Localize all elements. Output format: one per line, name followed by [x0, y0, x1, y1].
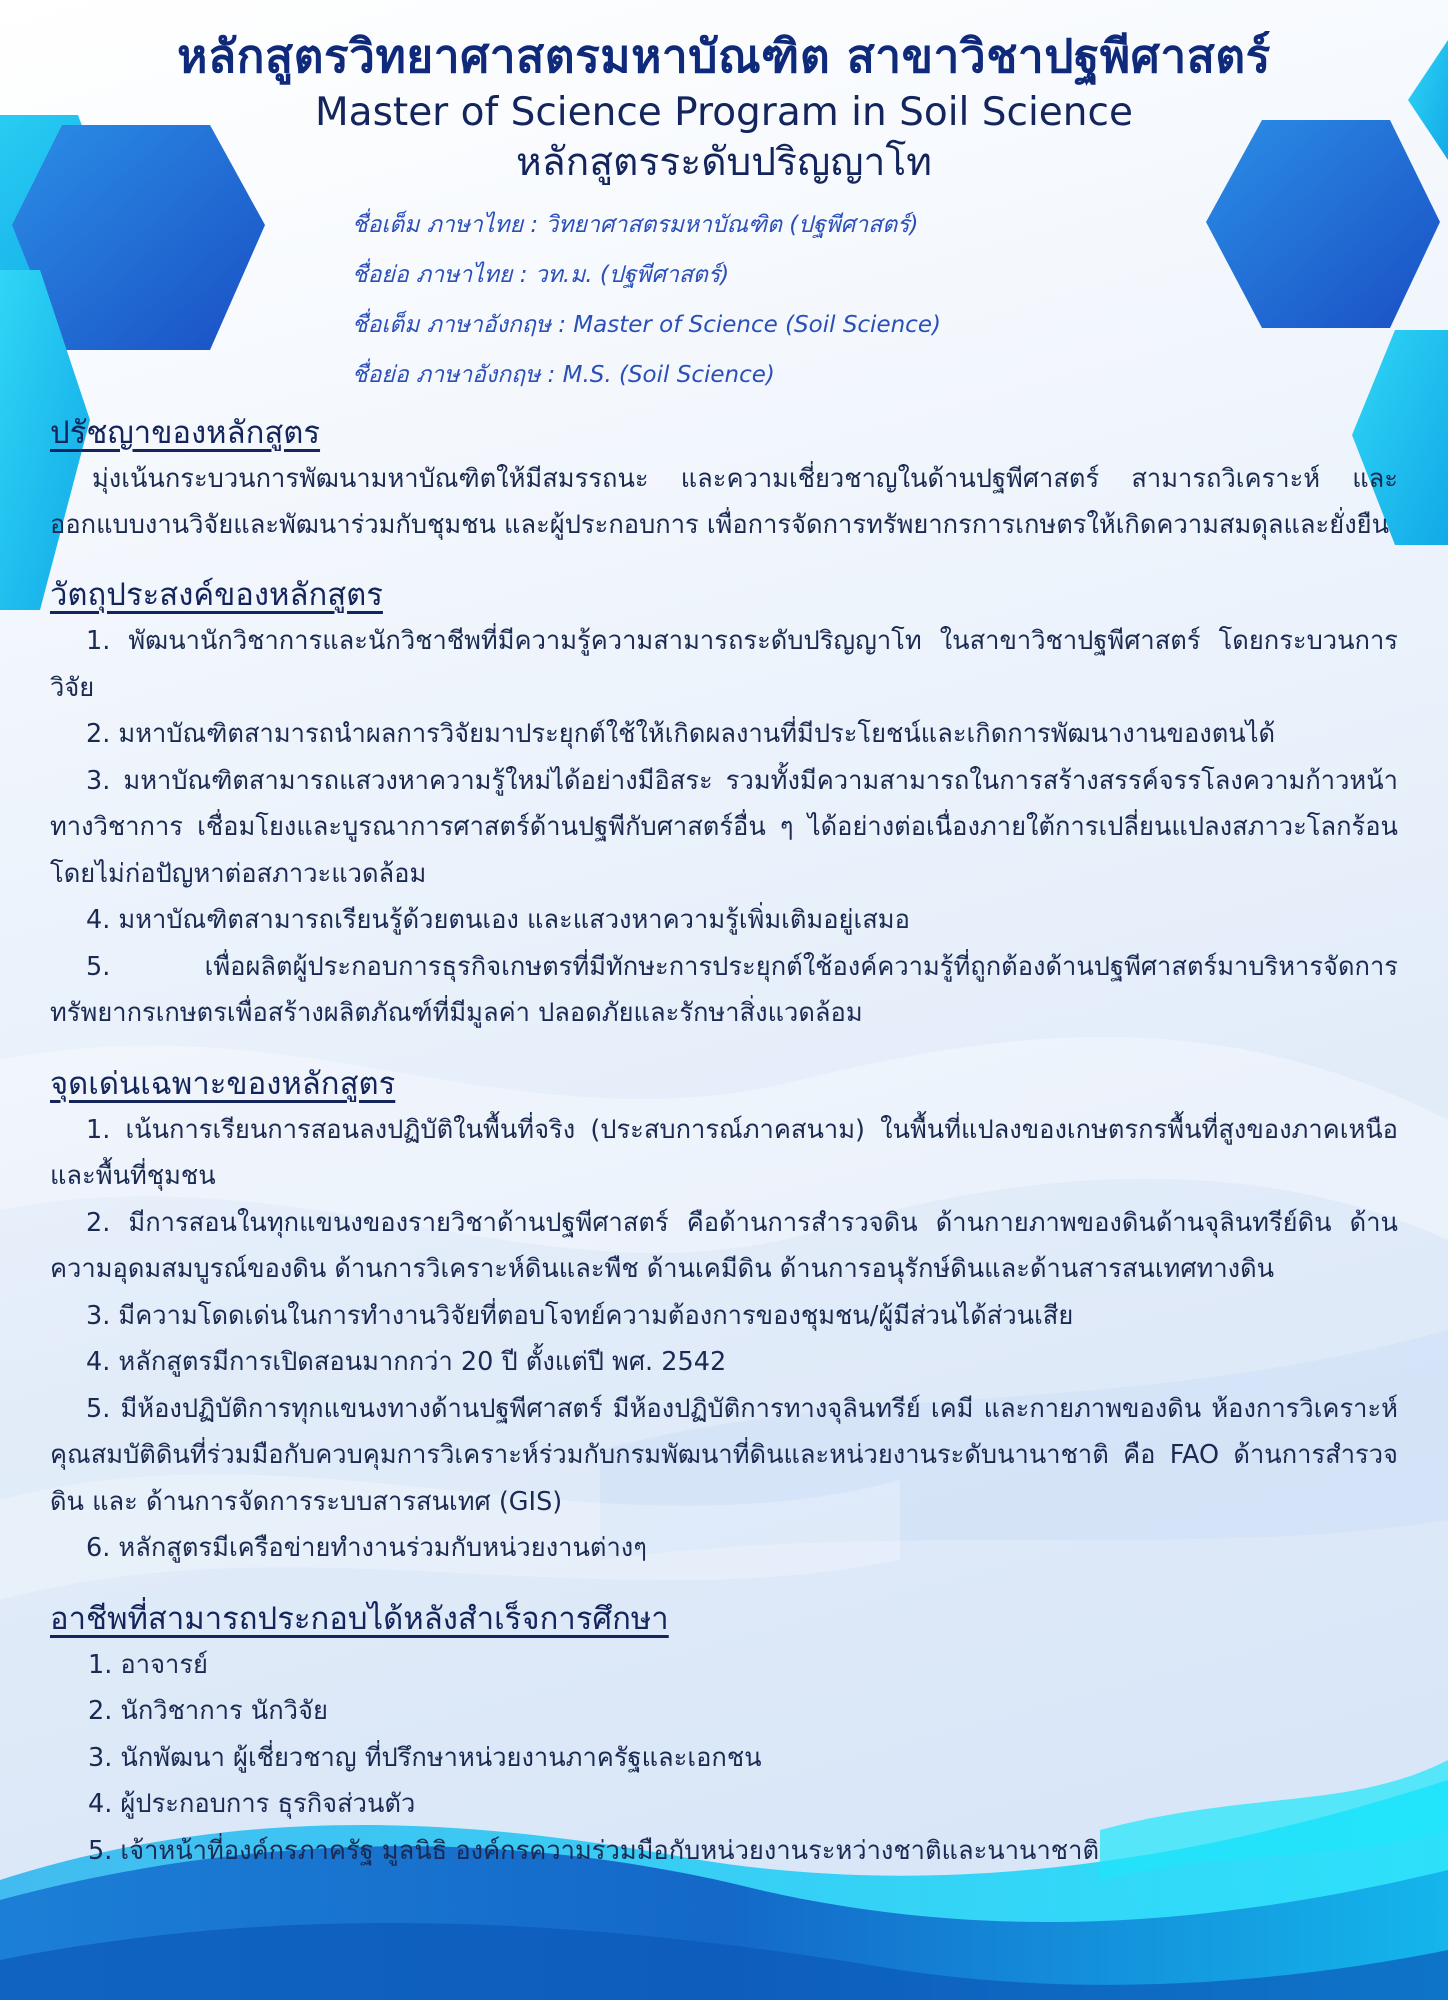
career-item: 1. อาจารย์	[88, 1649, 208, 1680]
degree-full-thai: ชื่อเต็ม ภาษาไทย : วิทยาศาสตรมหาบัณฑิต (ปฐพีศาสตร์)	[352, 212, 919, 238]
highlight-item: 5. มีห้องปฏิบัติการทุกแขนงทางด้านปฐพีศาสตร์ มีห้องปฏิบัติการทางจุลินทรีย์ เคมี และกายภาพของดิน ห้องการวิเคราะห์คุณสมบัติดินที่ร่วมมือกับควบคุมการวิเคราะห์ร่วมกับกรมพัฒนาที่ดินและหน่วยงานระดับนานาชาติ คือ FAO ด้านการสำรวจดิน และ ด้านการจัดการระบบสารสนเทศ (GIS)	[50, 1393, 1398, 1517]
highlight-item: 2. มีการสอนในทุกแขนงของรายวิชาด้านปฐพีศาสตร์ คือด้านการสำรวจดิน ด้านกายภาพของดินด้านจุลินทรีย์ดิน ด้านความอุดมสมบูรณ์ของดิน ด้านการวิเคราะห์ดินและพืช ด้านเคมีดิน ด้านการอนุรักษ์ดินและด้านสารสนเทศทางดิน	[50, 1207, 1398, 1284]
degree-names	[352, 200, 1448, 400]
philosophy-section	[50, 410, 1398, 548]
objectives-heading: วัตถุประสงค์ของหลักสูตร	[50, 577, 383, 613]
careers-heading: อาชีพที่สามารถประกอบได้หลังสำเร็จการศึกษา	[50, 1600, 669, 1637]
highlight-item: 6. หลักสูตรมีเครือข่ายทำงานร่วมกับหน่วยงานต่างๆ	[86, 1533, 647, 1563]
career-item: 3. นักพัฒนา ผู้เชี่ยวชาญ ที่ปรึกษาหน่วยงานภาครัฐและเอกชน	[88, 1742, 762, 1773]
header	[0, 0, 1448, 188]
objective-item: 2. มหาบัณฑิตสามารถนำผลการวิจัยมาประยุกต์ใช้ให้เกิดผลงานที่มีประโยชน์และเกิดการพัฒนางานของตนได้	[86, 719, 1276, 749]
objective-item: 3. มหาบัณฑิตสามารถแสวงหาความรู้ใหม่ได้อย่างมีอิสระ รวมทั้งมีความสามารถในการสร้างสรรค์จรรโลงความก้าวหน้าทางวิชาการ เชื่อมโยงและบูรณาการศาสตร์ด้านปฐพีกับศาสตร์อื่น ๆ ได้อย่างต่อเนื่องภายใต้การเปลี่ยนแปลงสภาวะโลกร้อน โดยไม่ก่อปัญหาต่อสภาวะแวดล้อม	[50, 765, 1398, 889]
program-level: หลักสูตรระดับปริญญาโท	[516, 140, 932, 185]
objective-item: 5. เพื่อผลิตผู้ประกอบการธุรกิจเกษตรที่มีทักษะการประยุกต์ใช้องค์ความรู้ที่ถูกต้องด้านปฐพีศาสตร์มาบริหารจัดการทรัพยากรเกษตรเพื่อสร้างผลิตภัณฑ์ที่มีมูลค่า ปลอดภัยและรักษาสิ่งแวดล้อม	[50, 951, 1398, 1028]
highlight-item: 4. หลักสูตรมีการเปิดสอนมากกว่า 20 ปี ตั้งแต่ปี พศ. 2542	[86, 1347, 727, 1377]
degree-full-english: ชื่อเต็ม ภาษาอังกฤษ : Master of Science (Soil Science)	[352, 312, 941, 338]
careers-section	[50, 1596, 1398, 1875]
highlight-item: 1. เน้นการเรียนการสอนลงปฏิบัติในพื้นที่จริง (ประสบการณ์ภาคสนาม) ในพื้นที่แปลงของเกษตรกรพื้นที่สูงของภาคเหนือ และพื้นที่ชุมชน	[50, 1114, 1398, 1191]
degree-short-thai: ชื่อย่อ ภาษาไทย : วท.ม. (ปฐพีศาสตร์)	[352, 262, 730, 288]
career-item: 5. เจ้าหน้าที่องค์กรภาครัฐ มูลนิธิ องค์กรความร่วมมือกับหน่วยงานระหว่างชาติและนานาชาติ	[88, 1835, 1099, 1866]
page-title: หลักสูตรวิทยาศาสตรมหาบัณฑิต สาขาวิชาปฐพีศาสตร์	[177, 29, 1271, 83]
career-item: 2. นักวิชาการ นักวิจัย	[88, 1696, 328, 1726]
career-item: 4. ผู้ประกอบการ ธุรกิจส่วนตัว	[88, 1789, 416, 1819]
philosophy-text: มุ่งเน้นกระบวนการพัฒนามหาบัณฑิตให้มีสมรรถนะ และความเชี่ยวชาญในด้านปฐพีศาสตร์ สามารถวิเคราะห์ และออกแบบงานวิจัยและพัฒนาร่วมกับชุมชน และผู้ประกอบการ เพื่อการจัดการทรัพยากรการเกษตรให้เกิดความสมดุลและยั่งยืน	[50, 464, 1398, 540]
objective-item: 4. มหาบัณฑิตสามารถเรียนรู้ด้วยตนเอง และแสวงหาความรู้เพิ่มเติมอยู่เสมอ	[86, 905, 910, 935]
highlight-item: 3. มีความโดดเด่นในการทำงานวิจัยที่ตอบโจทย์ความต้องการของชุมชน/ผู้มีส่วนได้ส่วนเสีย	[86, 1300, 1074, 1331]
page-title-english: Master of Science Program in Soil Science	[315, 90, 1133, 135]
degree-short-english: ชื่อย่อ ภาษาอังกฤษ : M.S. (Soil Science)	[352, 362, 775, 388]
highlights-heading: จุดเด่นเฉพาะของหลักสูตร	[50, 1065, 396, 1102]
objective-item: 1. พัฒนานักวิชาการและนักวิชาชีพที่มีความรู้ความสามารถระดับปริญญาโท ในสาขาวิชาปฐพีศาสตร์ โดยกระบวนการวิจัย	[50, 626, 1398, 703]
philosophy-heading: ปรัชญาของหลักสูตร	[50, 415, 321, 451]
highlights-section	[50, 1061, 1398, 1572]
objectives-section	[50, 572, 1398, 1037]
